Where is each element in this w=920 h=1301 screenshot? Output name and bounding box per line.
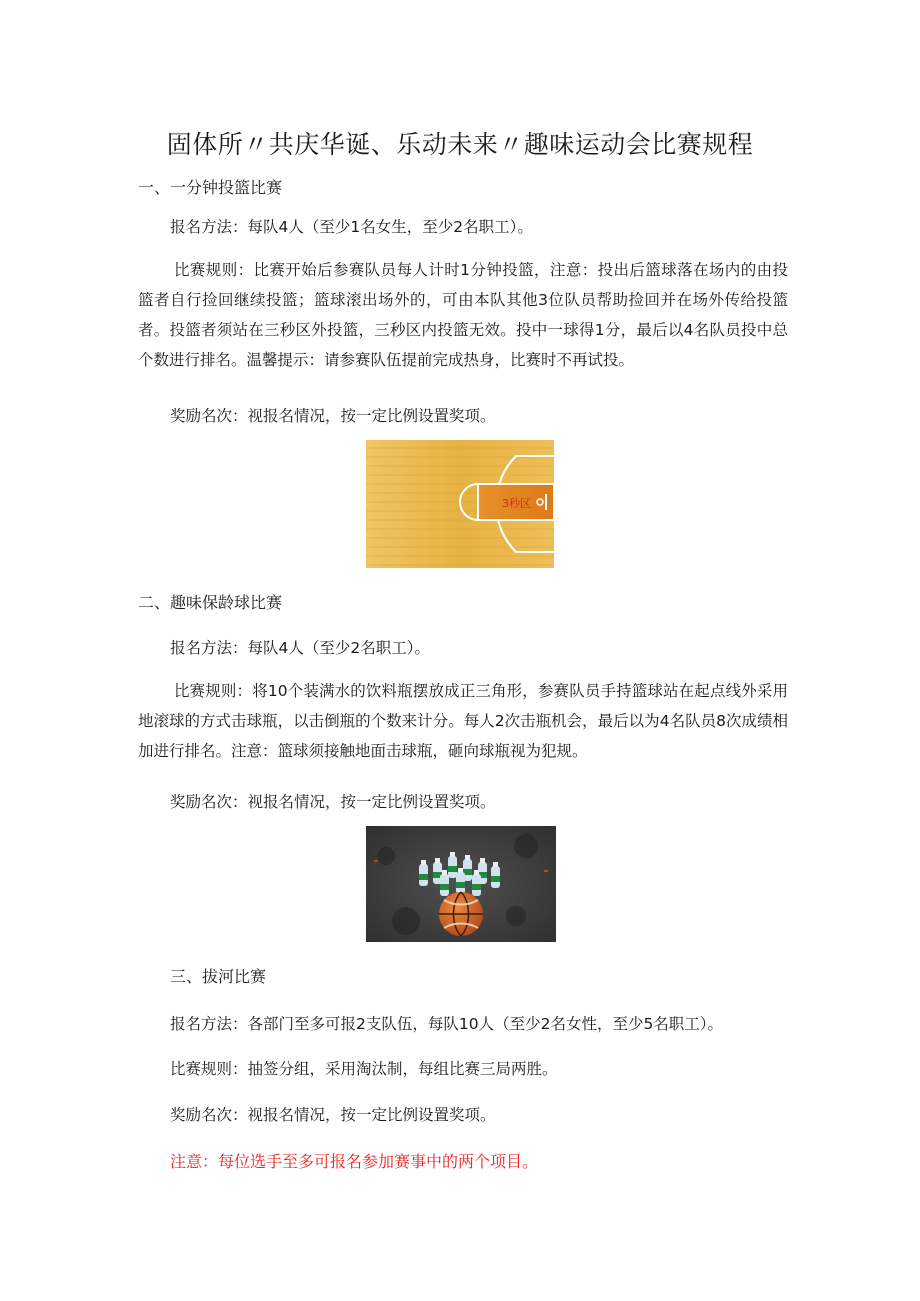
- three-second-zone-label: 3秒区: [502, 497, 531, 510]
- section-3-rules: 比赛规则：抽签分组，采用淘汰制，每组比赛三局两胜。: [170, 1060, 558, 1078]
- section-3-awards: 奖励名次：视报名情况，按一定比例设置奖项。: [170, 1106, 496, 1124]
- section-1-heading: 一、一分钟投篮比赛: [138, 178, 283, 197]
- section-2-awards: 奖励名次：视报名情况，按一定比例设置奖项。: [170, 793, 496, 811]
- section-1-signup: 报名方法：每队4人（至少1名女生，至少2名职工）。: [170, 218, 533, 236]
- section-1-awards: 奖励名次：视报名情况，按一定比例设置奖项。: [170, 407, 496, 425]
- section-3-signup: 报名方法：各部门至多可报2支队伍，每队10人（至少2名女性，至少5名职工）。: [170, 1015, 724, 1033]
- section-3-heading: 三、拔河比赛: [170, 967, 267, 986]
- court-graphic: [366, 440, 554, 568]
- notice-text: 注意：每位选手至多可报名参加赛事中的两个项目。: [170, 1152, 539, 1171]
- section-1-rules: 比赛规则：比赛开始后参赛队员每人计时1分钟投篮，注意：投出后篮球落在场内的由投篮者自行捡回继续投篮；篮球滚出场外的，可由本队其他3位队员帮助捡回并在场外传给投篮者。投篮者须站在三秒区外投篮，三秒区内投篮无效。投中一球得1分，最后以4名队员投中总个数进行排名。温馨提示：请参赛队伍提前完成热身，比赛时不再试投。: [138, 261, 788, 369]
- basketball-court-image: [366, 440, 554, 568]
- page-title: 固体所〃共庆华诞、乐动未来〃趣味运动会比赛规程: [166, 130, 754, 159]
- section-2-signup: 报名方法：每队4人（至少2名职工）。: [170, 639, 430, 657]
- section-2-heading: 二、趣味保龄球比赛: [138, 593, 283, 612]
- bowling-bottles-image: [366, 826, 556, 942]
- basketball: [439, 892, 483, 936]
- section-2-rules: 比赛规则：将10个装满水的饮料瓶摆放成正三角形，参赛队员手持篮球站在起点线外采用地滚球的方式击球瓶，以击倒瓶的个数来计分。每人2次击瓶机会，最后以为4名队员8次成绩相加进行排名。注意：篮球须接触地面击球瓶，砸向球瓶视为犯规。: [138, 682, 788, 760]
- bowling-graphic: [366, 826, 556, 942]
